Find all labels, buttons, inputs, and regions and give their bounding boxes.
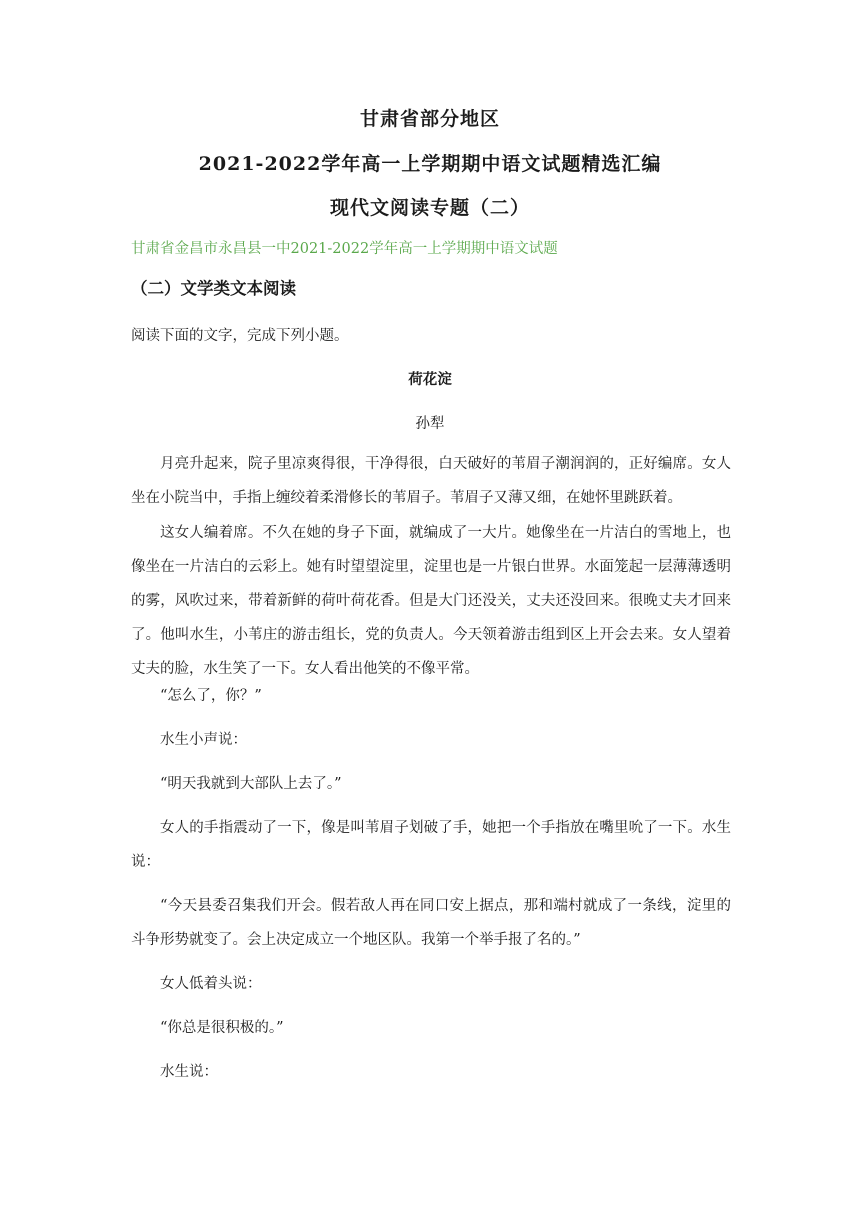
article-author: 孙犁 bbox=[415, 416, 445, 432]
paragraph: “明天我就到大部队上去了。” bbox=[160, 776, 342, 792]
article-title: 荷花淀 bbox=[408, 371, 452, 388]
question-source: 甘肃省金昌市永昌县一中2021-2022学年高一上学期期中语文试题 bbox=[131, 241, 558, 257]
instruction-text: 阅读下面的文字，完成下列小题。 bbox=[131, 328, 349, 344]
paragraph: 这女人编着席。不久在她的身子下面，就编成了一大片。她像坐在一片洁白的雪地上，也像坐在一片洁白的云彩上。她有时望望淀里，淀里也是一片银白世界。水面笼起一层薄薄透明的雾，风吹过来，带着新鲜的荷叶荷花香。但是大门还没关，丈夫还没回来。很晚丈夫才回来了。他叫水生，小苇庄的游击组长，党的负责人。今天领着游击组到区上开会去来。女人望着丈夫的脸，水生笑了一下。女人看出他笑的不像平常。 bbox=[131, 525, 731, 677]
doc-title-main: 2021-2022学年高一上学期期中语文试题精选汇编 bbox=[198, 153, 662, 175]
paragraph: 水生小声说： bbox=[160, 732, 247, 748]
paragraph: 女人的手指震动了一下，像是叫苇眉子划破了手，她把一个手指放在嘴里吮了一下。水生说： bbox=[131, 820, 731, 870]
doc-title-region: 甘肃省部分地区 bbox=[359, 108, 500, 130]
doc-title-topic: 现代文阅读专题（二） bbox=[329, 197, 530, 219]
paragraph: “今天县委召集我们开会。假若敌人再在同口安上据点，那和端村就成了一条线，淀里的斗争形势就变了。会上决定成立一个地区队。我第一个举手报了名的。” bbox=[131, 898, 731, 948]
paragraph: “你总是很积极的。” bbox=[160, 1020, 284, 1036]
section-heading: （二）文学类文本阅读 bbox=[131, 279, 296, 298]
paragraph: 月亮升起来，院子里凉爽得很，干净得很，白天破好的苇眉子潮润润的，正好编席。女人坐在小院当中，手指上缠绞着柔滑修长的苇眉子。苇眉子又薄又细，在她怀里跳跃着。 bbox=[131, 456, 731, 506]
paragraph: 女人低着头说： bbox=[160, 976, 262, 992]
paragraph: “怎么了，你？” bbox=[160, 688, 262, 704]
paragraph: 水生说： bbox=[160, 1064, 218, 1080]
